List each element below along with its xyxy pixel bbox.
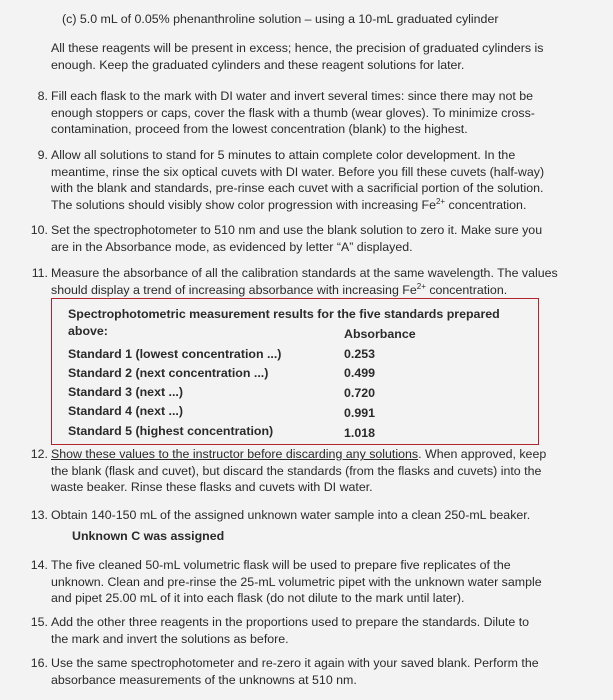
table-row-value: 0.720 <box>344 386 376 400</box>
intro-line: All these reagents will be present in excess; hence, the precision of graduated cylinders is <box>51 41 544 55</box>
table-row-value: 0.253 <box>344 347 376 361</box>
step-12 <box>30 446 571 496</box>
step-number: 9. <box>37 148 48 162</box>
step-number: 10. <box>30 223 48 237</box>
intro-line: enough. Keep the graduated cylinders and these reagent solutions for later. <box>51 57 465 72</box>
step-line <box>51 446 571 463</box>
step-line: waste beaker. Rinse these flasks and cuvets with DI water. <box>51 480 373 494</box>
intro-paragraph <box>51 40 571 73</box>
step-10 <box>30 222 571 255</box>
table-row-value: 0.991 <box>344 406 376 420</box>
step-line: are in the Absorbance mode, as evidenced by letter “A” displayed. <box>51 239 413 254</box>
step-line: Allow all solutions to stand for 5 minutes to attain complete color development. In the <box>51 148 516 162</box>
step-line: Set the spectrophotometer to 510 nm and use the blank solution to zero it. Make sure you <box>51 223 543 237</box>
results-table-title: Spectrophotometric measurement results for the five standards prepared above: <box>68 307 500 338</box>
table-row-label: Standard 1 (lowest concentration ...) <box>68 347 282 361</box>
step-line <box>51 197 571 214</box>
step-14 <box>30 557 571 607</box>
table-row-label: Standard 5 (highest concentration) <box>68 424 274 438</box>
step-line: meantime, rinse the six optical cuvets with DI water. Before you fill these cuvets (half-way) <box>51 164 545 179</box>
reagent-c-line: (c) 5.0 mL of 0.05% phenanthroline solution – using a 10-mL graduated cylinder <box>62 12 499 26</box>
step-line: Obtain 140-150 mL of the assigned unknown water sample into a clean 250-mL beaker. <box>51 508 531 522</box>
absorbance-column-header: Absorbance <box>344 327 416 341</box>
step-number: 15. <box>30 615 48 629</box>
step-line: Fill each flask to the mark with DI water and invert several times: since there may not be <box>51 89 534 103</box>
step-9 <box>37 147 571 213</box>
table-row-label: Standard 3 (next ...) <box>68 385 183 399</box>
step-line: the blank (flask and cuvet), but discard the standards (from the flasks and cuvets) into the <box>51 463 542 478</box>
step-text: concentration. <box>445 197 527 212</box>
step-text: concentration. <box>425 282 508 297</box>
step-15 <box>30 614 571 647</box>
step-line: The five cleaned 50-mL volumetric flask will be used to prepare five replicates of the <box>51 558 511 572</box>
step-line: with the blank and standards, pre-rinse each cuvet with a sacrificial portion of the solution. <box>51 181 544 195</box>
step-text: The solutions should visibly show color progression with increasing Fe <box>51 197 436 212</box>
step-line: unknown. Clean and pre-rinse the 25-mL volumetric pipet with the unknown water sample <box>51 574 542 589</box>
step-line <box>51 282 571 299</box>
step-8 <box>37 88 571 138</box>
step-number: 16. <box>30 656 48 670</box>
step-line: contamination, proceed from the lowest concentration (blank) to the highest. <box>51 122 468 136</box>
step-line: the mark and invert the solutions as before. <box>51 631 289 646</box>
table-row-label: Standard 4 (next ...) <box>68 404 183 418</box>
step-11 <box>31 265 571 298</box>
table-row-value: 1.018 <box>344 426 376 440</box>
step-line: absorbance measurements of the unknowns at 510 nm. <box>51 672 357 687</box>
step-line: Measure the absorbance of all the calibration standards at the same wavelength. The values <box>51 266 558 280</box>
step-line: enough stoppers or caps, cover the flask with a thumb (wear gloves). To minimize cross- <box>51 105 535 120</box>
superscript: 2+ <box>435 196 446 206</box>
instructor-note: Show these values to the instructor before discarding any solutions <box>51 447 419 461</box>
step-16 <box>30 655 571 688</box>
table-row-label: Standard 2 (next concentration ...) <box>68 366 269 380</box>
step-line: and pipet 25.00 mL of it into each flask (do not dilute to the mark until later). <box>51 591 465 605</box>
step-13 <box>30 507 571 524</box>
results-table <box>51 298 539 445</box>
step-text: . When approved, keep <box>418 447 547 461</box>
step-text: should display a trend of increasing absorbance with increasing Fe <box>51 282 417 297</box>
step-line: Use the same spectrophotometer and re-zero it again with your saved blank. Perform the <box>51 656 539 670</box>
table-row-value: 0.499 <box>344 366 376 380</box>
step-number: 8. <box>37 89 48 103</box>
step-number: 11. <box>31 266 48 280</box>
step-number: 12. <box>30 447 48 461</box>
superscript: 2+ <box>416 281 426 291</box>
step-number: 14. <box>30 558 48 572</box>
step-line: Add the other three reagents in the proportions used to prepare the standards. Dilute to <box>51 615 530 629</box>
assigned-unknown: Unknown C was assigned <box>72 529 225 543</box>
step-number: 13. <box>30 508 48 522</box>
